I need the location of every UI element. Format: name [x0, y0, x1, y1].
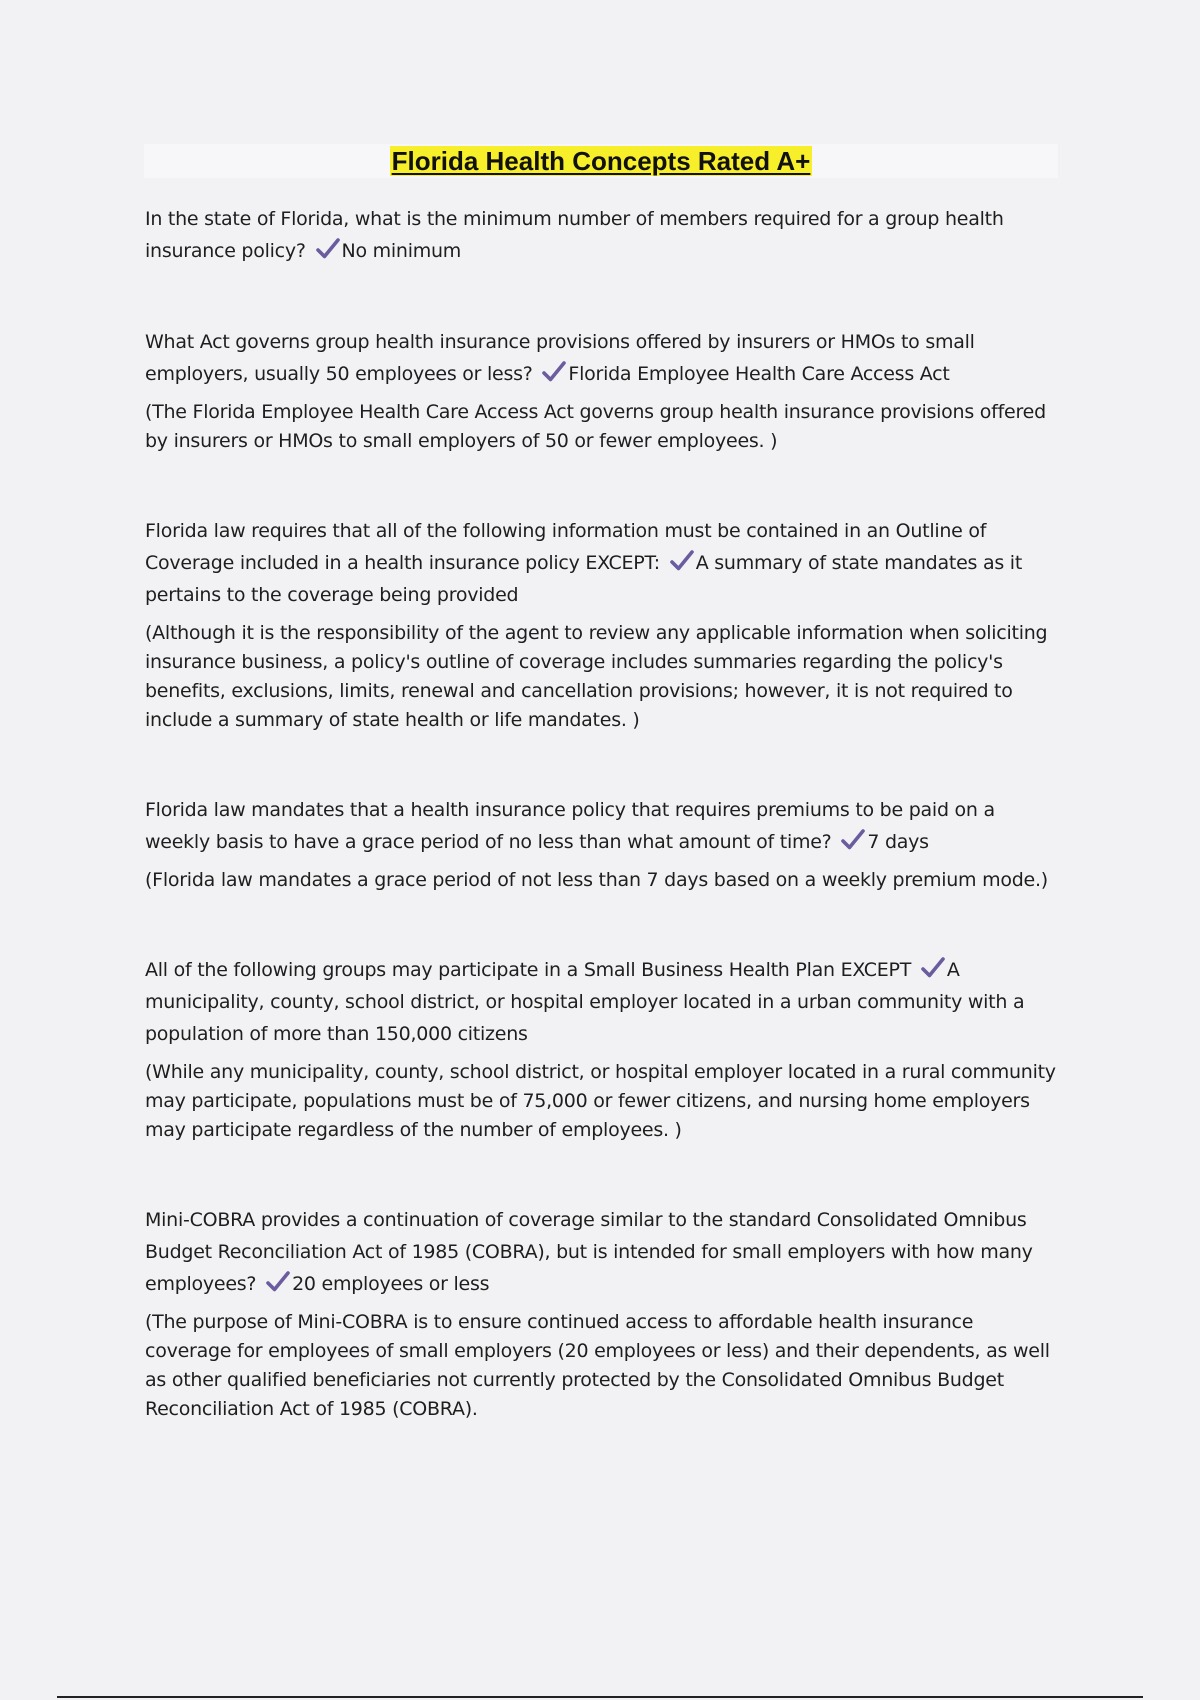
explanation-text: (Florida law mandates a grace period of not less than 7 days based on a weekly premium mode.) [145, 869, 1048, 891]
answer-text: 7 days [867, 831, 929, 853]
answer-text: A municipality, county, school district, or hospital employer located in a urban community with a population of more than 150,000 citizens [145, 959, 1025, 1045]
question-body: Florida law mandates that a health insurance policy that requires premiums to be paid on a weekly basis to have a grace period of no less than what amount of time? [145, 799, 995, 853]
question-body: What Act governs group health insurance provisions offered by insurers or HMOs to small employers, usually 50 employees or less? [145, 331, 975, 385]
question-text [145, 954, 1065, 1050]
checkmark-icon [841, 829, 865, 851]
question-body: Florida law requires that all of the following information must be contained in an Outline of Coverage included in a health insurance policy EXCEPT: [145, 520, 987, 574]
checkmark-icon [670, 550, 694, 572]
question-body: All of the following groups may participate in a Small Business Health Plan EXCEPT [145, 959, 912, 981]
question-text [145, 515, 1065, 611]
answer-text: No minimum [341, 240, 462, 262]
explanation-text: (Although it is the responsibility of the agent to review any applicable information when soliciting insurance business, a policy's outline of coverage includes summaries regarding the policy's benefits, exclusions, limits, renewal and cancellation provisions; however, it is not required to include a summary of state health or life mandates. ) [145, 622, 1048, 731]
checkmark-icon [542, 361, 566, 383]
question-text [145, 794, 1065, 858]
page-title: Florida Health Concepts Rated A+ [391, 146, 811, 176]
answer-text: A summary of state mandates as it pertains to the coverage being provided [145, 552, 1023, 606]
checkmark-icon [921, 957, 945, 979]
checkmark-icon [266, 1271, 290, 1293]
qa-item [145, 203, 1065, 267]
question-text [145, 326, 1065, 390]
qa-item [145, 515, 1065, 735]
explanation-text: (While any municipality, county, school district, or hospital employer located in a rural community may participate, populations must be of 75,000 or fewer citizens, and nursing home employers may participate regardless of the number of employees. ) [145, 1061, 1056, 1141]
qa-item [145, 954, 1065, 1145]
answer-text: Florida Employee Health Care Access Act [568, 363, 950, 385]
title-bar [144, 144, 1058, 178]
explanation-text: (The purpose of Mini-COBRA is to ensure continued access to affordable health insurance coverage for employees of small employers (20 employees or less) and their dependents, as well as other qualified beneficiaries not currently protected by the Consolidated Omnibus Budget Reconciliation Act of 1985 (COBRA). [145, 1311, 1050, 1420]
qa-item [145, 326, 1065, 456]
question-text [145, 203, 1065, 267]
qa-item [145, 1204, 1065, 1424]
checkmark-icon [316, 238, 340, 260]
qa-item [145, 794, 1065, 895]
question-body: In the state of Florida, what is the minimum number of members required for a group health insurance policy? [145, 208, 1004, 262]
footer-divider [57, 1696, 1143, 1698]
qa-list [145, 203, 1065, 1424]
answer-text: 20 employees or less [292, 1273, 490, 1295]
explanation-text: (The Florida Employee Health Care Access Act governs group health insurance provisions offered by insurers or HMOs to small employers of 50 or fewer employees. ) [145, 401, 1046, 452]
question-text [145, 1204, 1065, 1300]
question-body: Mini-COBRA provides a continuation of coverage similar to the standard Consolidated Omnibus Budget Reconciliation Act of 1985 (COBRA), but is intended for small employers with how many employees? [145, 1209, 1033, 1295]
